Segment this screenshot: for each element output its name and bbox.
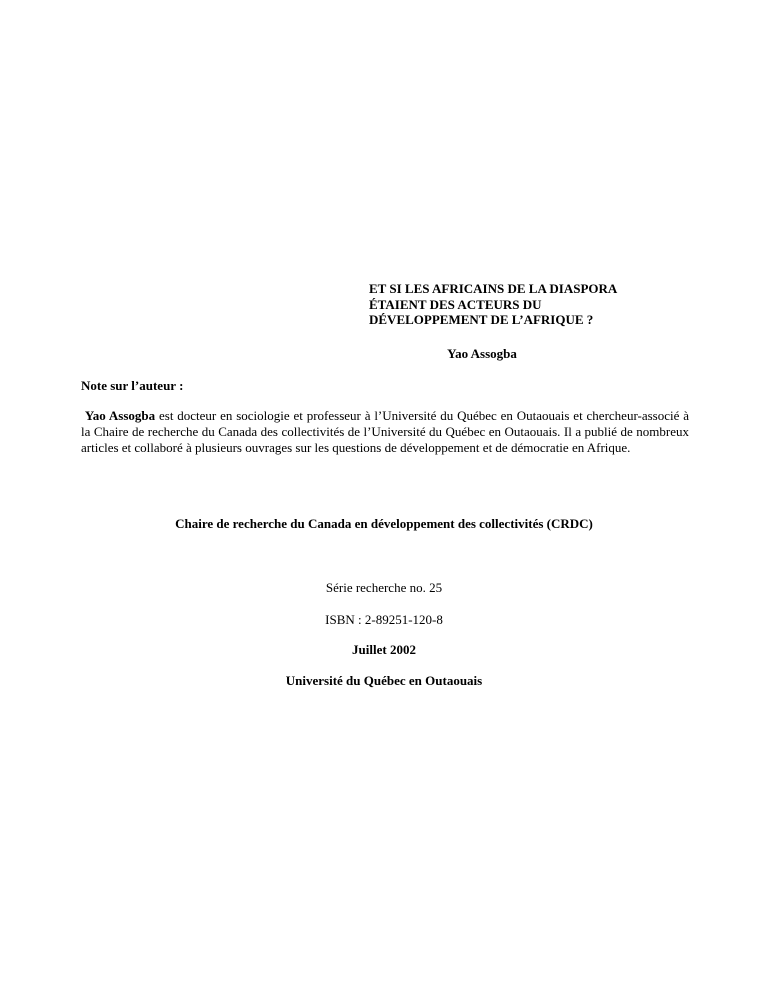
series-number: Série recherche no. 25 (325, 580, 443, 595)
author-name: Yao Assogba (447, 346, 517, 361)
title-line-2: ÉTAIENT DES ACTEURS DU (369, 296, 542, 312)
author-bio (81, 408, 689, 455)
isbn: ISBN : 2-89251-120-8 (325, 612, 443, 627)
document-title (369, 281, 617, 328)
title-line-1: ET SI LES AFRICAINS DE LA DIASPORA (369, 281, 618, 296)
university-name: Université du Québec en Outaouais (285, 673, 483, 688)
chair-name: Chaire de recherche du Canada en développement des collectivités (CRDC) (175, 516, 593, 531)
bio-author-name: Yao Assogba (84, 408, 156, 423)
note-heading: Note sur l’auteur : (81, 378, 184, 393)
publication-date: Juillet 2002 (352, 642, 416, 657)
bio-text: est docteur en sociologie et professeur à l’Université du Québec en Outaouais et chercheur-associé à la Chaire de recherche du Canada des collectivités de l’Université du Québec en Outaouais. Il a publié de nombreux articles et collaboré à plusieurs ouvrages sur les questions de développement et de démocratie en Afrique. (81, 408, 689, 455)
title-line-3: DÉVELOPPEMENT DE L’AFRIQUE ? (369, 312, 594, 327)
